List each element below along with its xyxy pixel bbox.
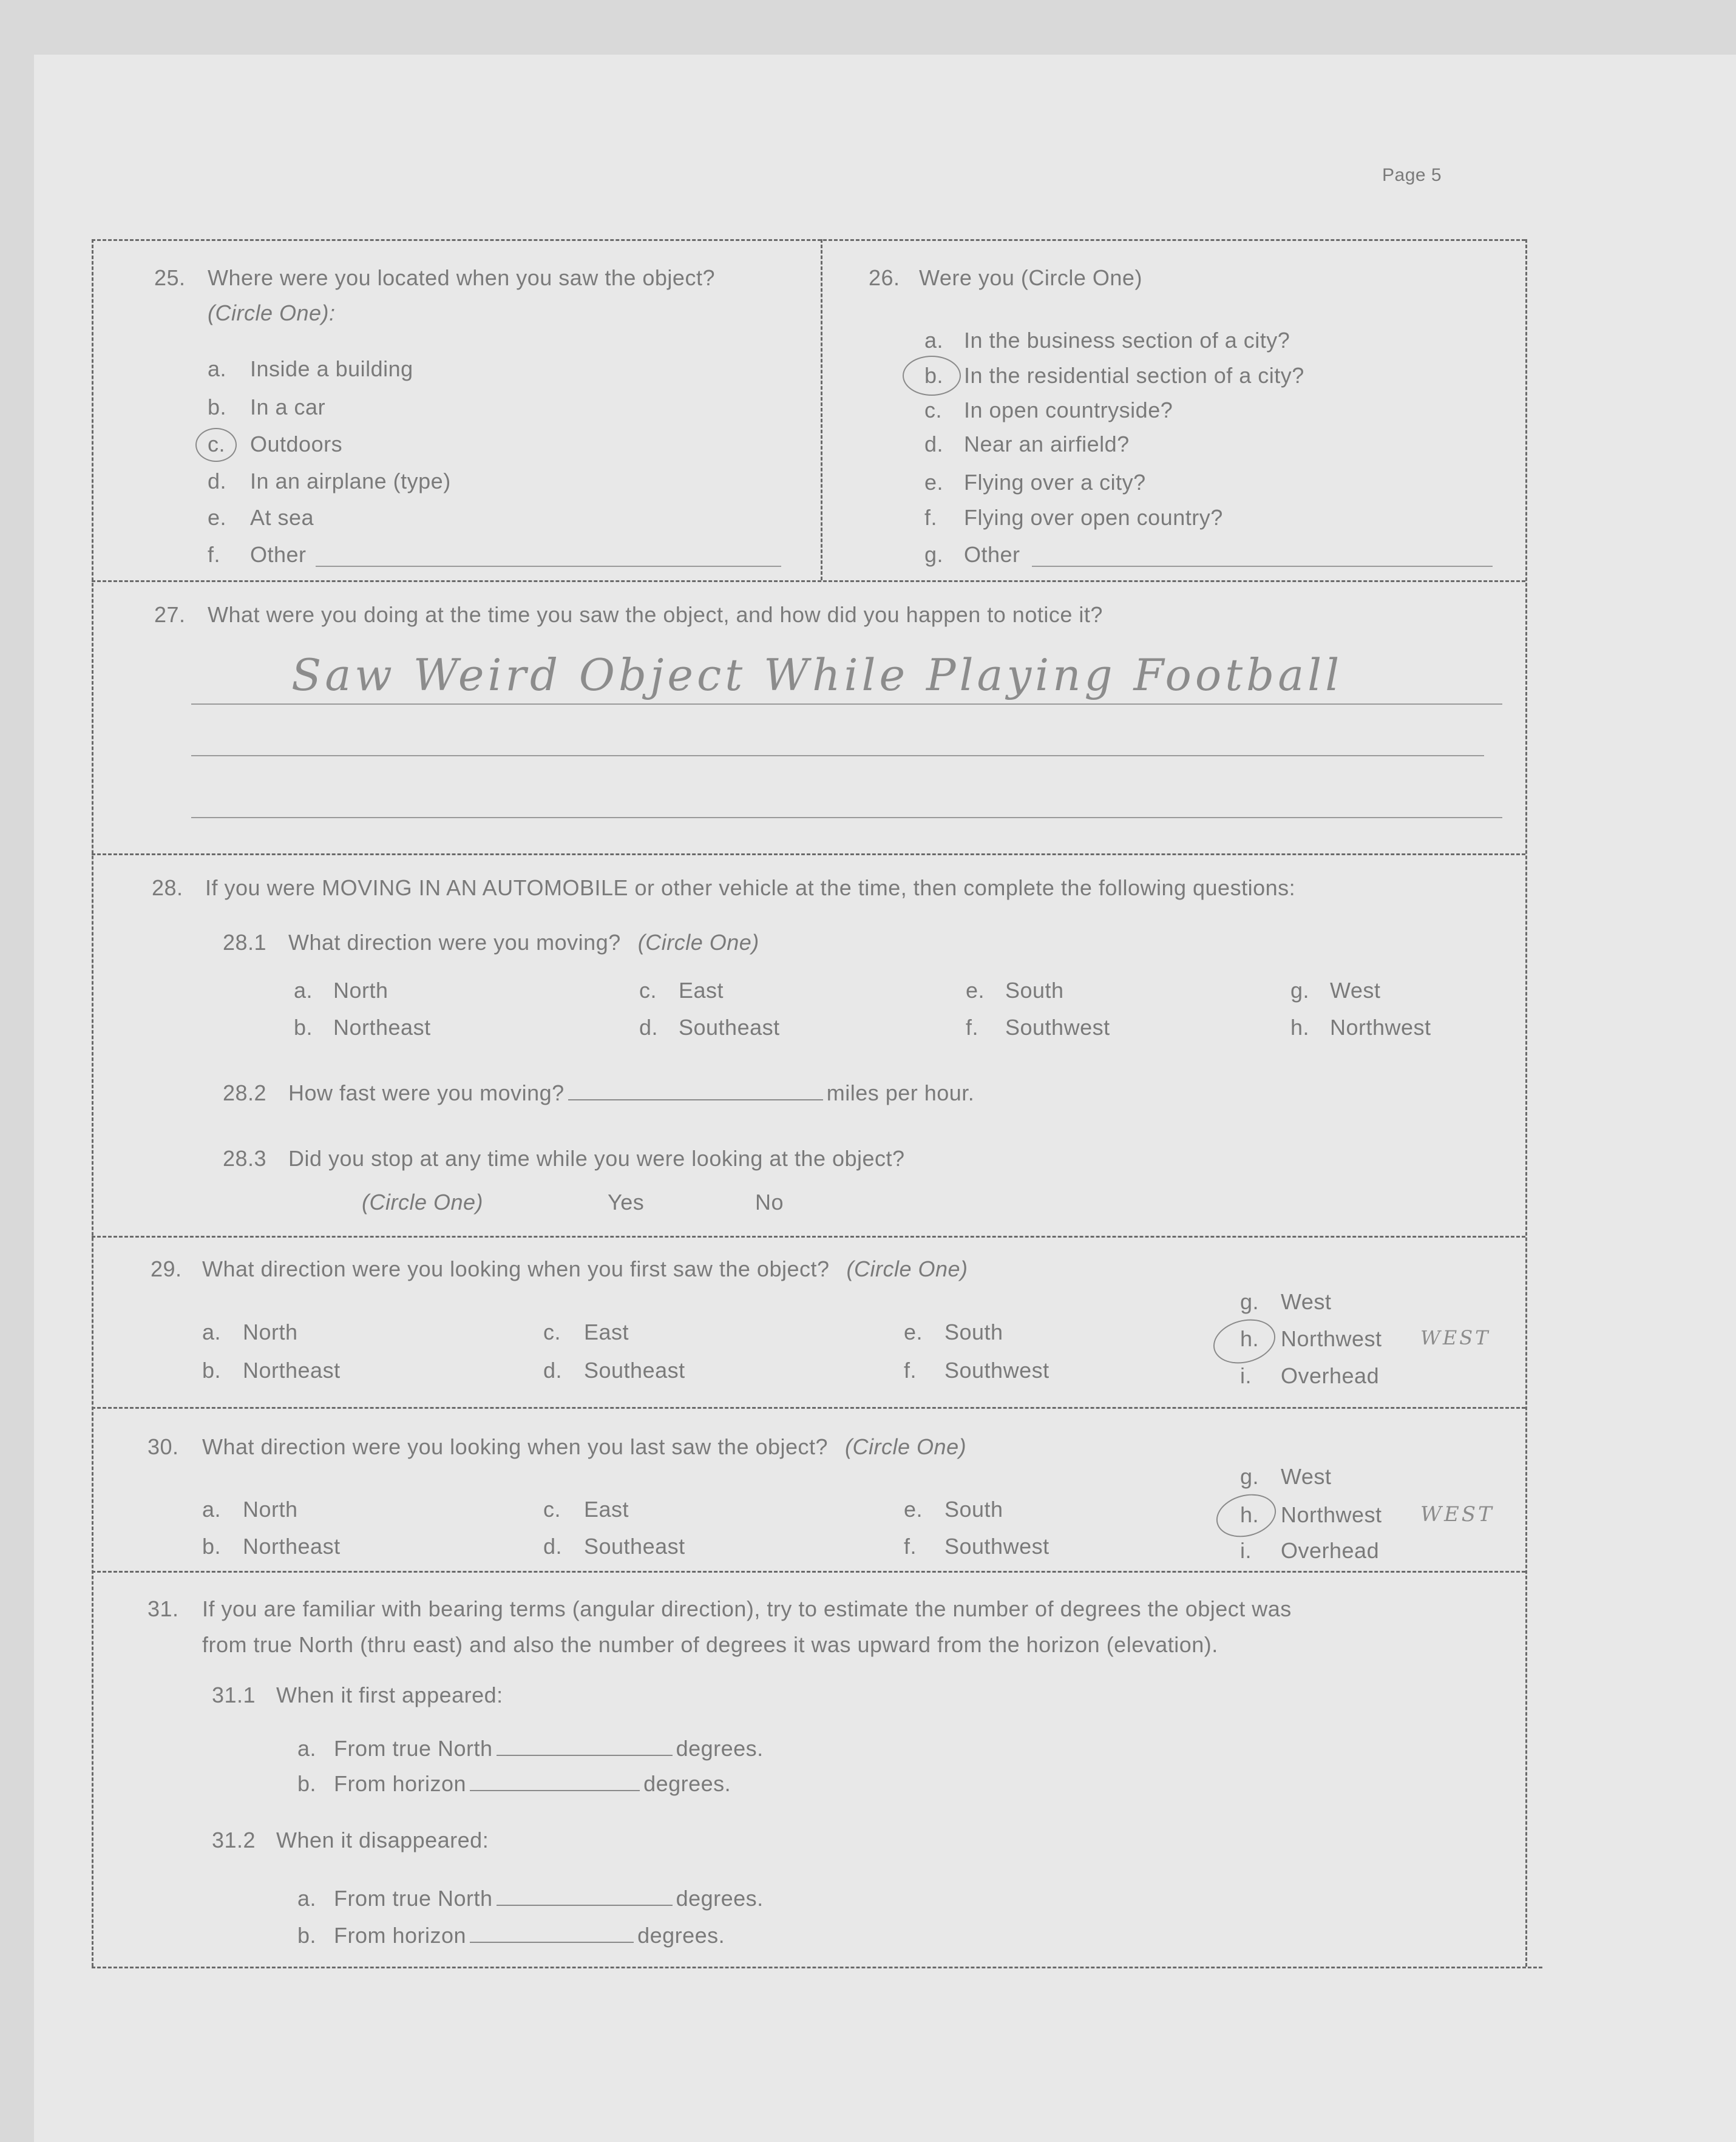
option-label[interactable]: Overhead bbox=[1281, 1538, 1380, 1563]
option-no[interactable]: No bbox=[755, 1190, 784, 1215]
option-label[interactable]: South bbox=[1005, 978, 1064, 1003]
option-letter: b. bbox=[202, 1358, 222, 1383]
option-label[interactable]: Northeast bbox=[243, 1534, 341, 1559]
option-label[interactable]: Northwest bbox=[1281, 1502, 1382, 1527]
option-letter: a. bbox=[297, 1886, 317, 1911]
option-letter: f. bbox=[924, 505, 938, 530]
question-number: 29. bbox=[151, 1256, 182, 1281]
option-letter: e. bbox=[924, 470, 944, 495]
option-label[interactable]: Near an airfield? bbox=[964, 432, 1130, 456]
unit-label: degrees. bbox=[637, 1923, 725, 1948]
question-text: Where were you located when you saw the object? bbox=[208, 265, 715, 290]
question-30-line bbox=[202, 1434, 966, 1460]
form-border-left bbox=[92, 239, 93, 1967]
option-letter: f. bbox=[904, 1534, 917, 1559]
option-letter: g. bbox=[924, 542, 944, 567]
option-letter: d. bbox=[639, 1015, 659, 1040]
field-label: From horizon bbox=[334, 1771, 467, 1796]
option-letter: d. bbox=[543, 1534, 563, 1559]
option-letter: h. bbox=[1240, 1502, 1260, 1527]
question-text: If you are familiar with bearing terms (angular direction), try to estimate the number of degrees the object was bbox=[202, 1596, 1292, 1621]
subquestion-text: How fast were you moving? bbox=[288, 1080, 565, 1105]
option-label[interactable]: Southwest bbox=[944, 1358, 1049, 1383]
unit-label: degrees. bbox=[676, 1736, 764, 1761]
subquestion-number: 28.2 bbox=[223, 1080, 267, 1105]
option-letter: c. bbox=[543, 1320, 561, 1344]
option-letter: e. bbox=[904, 1320, 923, 1344]
handwritten-note: WEST bbox=[1420, 1326, 1491, 1349]
subquestion-number: 31.2 bbox=[212, 1828, 256, 1852]
divider bbox=[92, 1236, 1525, 1238]
option-letter: c. bbox=[639, 978, 657, 1003]
instruction: (Circle One) bbox=[845, 1434, 967, 1459]
speed-blank[interactable] bbox=[568, 1081, 823, 1100]
option-label[interactable]: North bbox=[333, 978, 388, 1003]
option-letter: a. bbox=[208, 356, 227, 381]
option-label[interactable]: In an airplane (type) bbox=[250, 469, 451, 493]
question-number: 28. bbox=[152, 875, 183, 900]
other-blank[interactable] bbox=[316, 566, 781, 567]
subquestion-number: 31.1 bbox=[212, 1683, 256, 1707]
subquestion-text: When it disappeared: bbox=[276, 1828, 489, 1852]
option-label[interactable]: North bbox=[243, 1497, 298, 1522]
question-text: What were you doing at the time you saw the object, and how did you happen to notice it? bbox=[208, 602, 1103, 627]
option-letter: d. bbox=[924, 432, 944, 456]
option-letter: c. bbox=[208, 432, 226, 456]
instruction: (Circle One): bbox=[208, 300, 336, 325]
option-label[interactable]: Southeast bbox=[584, 1358, 685, 1383]
answer-line[interactable] bbox=[191, 755, 1484, 756]
option-letter: c. bbox=[924, 398, 943, 422]
question-text-continued: from true North (thru east) and also the number of degrees it was upward from the horizon (elevation). bbox=[202, 1632, 1218, 1657]
question-number: 25. bbox=[154, 265, 186, 290]
option-label[interactable]: West bbox=[1330, 978, 1381, 1003]
subquestion-number: 28.1 bbox=[223, 930, 267, 955]
subquestion-text: When it first appeared: bbox=[276, 1683, 503, 1707]
column-divider bbox=[821, 239, 822, 580]
question-text: Were you (Circle One) bbox=[919, 265, 1142, 290]
field-label: From true North bbox=[334, 1886, 493, 1911]
option-letter: a. bbox=[202, 1320, 222, 1344]
option-letter: a. bbox=[297, 1736, 317, 1761]
option-label[interactable]: In a car bbox=[250, 395, 326, 419]
question-number: 31. bbox=[147, 1596, 179, 1621]
option-label[interactable]: In open countryside? bbox=[964, 398, 1173, 422]
option-letter: a. bbox=[202, 1497, 222, 1522]
field-row bbox=[334, 1923, 725, 1948]
degrees-blank[interactable] bbox=[497, 1737, 673, 1756]
divider bbox=[92, 1407, 1525, 1409]
degrees-blank[interactable] bbox=[497, 1886, 673, 1906]
option-label[interactable]: West bbox=[1281, 1289, 1332, 1314]
option-letter: f. bbox=[904, 1358, 917, 1383]
option-label[interactable]: North bbox=[243, 1320, 298, 1344]
option-label[interactable]: South bbox=[944, 1497, 1003, 1522]
option-letter: g. bbox=[1240, 1289, 1260, 1314]
question-number: 27. bbox=[154, 602, 186, 627]
option-letter: d. bbox=[543, 1358, 563, 1383]
other-blank[interactable] bbox=[1032, 566, 1493, 567]
option-label[interactable]: West bbox=[1281, 1464, 1332, 1489]
option-label[interactable]: East bbox=[679, 978, 724, 1003]
option-label[interactable]: Southwest bbox=[1005, 1015, 1110, 1040]
option-letter: d. bbox=[208, 469, 227, 493]
option-letter: b. bbox=[202, 1534, 222, 1559]
option-label[interactable]: Inside a building bbox=[250, 356, 413, 381]
question-29-line bbox=[202, 1256, 968, 1282]
selection-circle bbox=[195, 428, 237, 462]
option-label[interactable]: Flying over open country? bbox=[964, 505, 1223, 530]
option-letter: b. bbox=[297, 1923, 317, 1948]
option-letter: h. bbox=[1290, 1015, 1310, 1040]
option-label[interactable]: Northeast bbox=[333, 1015, 431, 1040]
form-border-bottom bbox=[92, 1967, 1542, 1968]
option-letter: e. bbox=[208, 505, 227, 530]
instruction: (Circle One) bbox=[362, 1190, 484, 1215]
option-letter: g. bbox=[1290, 978, 1310, 1003]
instruction: (Circle One) bbox=[846, 1256, 968, 1281]
degrees-blank[interactable] bbox=[470, 1772, 640, 1791]
unit-label: degrees. bbox=[676, 1886, 764, 1911]
option-label[interactable]: Other bbox=[964, 542, 1020, 567]
option-label[interactable]: Flying over a city? bbox=[964, 470, 1146, 495]
unit-label: degrees. bbox=[643, 1771, 731, 1796]
answer-line bbox=[191, 703, 1502, 705]
option-letter: h. bbox=[1240, 1326, 1260, 1351]
question-number: 26. bbox=[869, 265, 900, 290]
option-letter: f. bbox=[208, 542, 221, 567]
option-letter: i. bbox=[1240, 1538, 1252, 1563]
option-label[interactable]: East bbox=[584, 1497, 629, 1522]
option-letter: f. bbox=[966, 1015, 979, 1040]
option-letter: b. bbox=[297, 1771, 317, 1796]
option-letter: a. bbox=[294, 978, 313, 1003]
option-letter: i. bbox=[1240, 1363, 1252, 1388]
field-row bbox=[334, 1771, 731, 1797]
subquestion-number: 28.3 bbox=[223, 1146, 267, 1171]
subquestion-text: Did you stop at any time while you were looking at the object? bbox=[288, 1146, 905, 1171]
option-letter: a. bbox=[924, 328, 944, 353]
answer-line[interactable] bbox=[191, 817, 1502, 818]
option-letter: e. bbox=[904, 1497, 923, 1522]
divider bbox=[92, 1571, 1525, 1573]
page-number: Page 5 bbox=[1382, 165, 1442, 185]
divider bbox=[92, 853, 1525, 855]
option-label[interactable]: Southeast bbox=[679, 1015, 780, 1040]
form-border-top bbox=[92, 239, 1525, 241]
option-yes[interactable]: Yes bbox=[608, 1190, 645, 1215]
question-text: What direction were you looking when you last saw the object? bbox=[202, 1434, 829, 1459]
option-letter: e. bbox=[966, 978, 985, 1003]
option-label[interactable]: In the business section of a city? bbox=[964, 328, 1290, 353]
instruction: (Circle One) bbox=[637, 930, 759, 955]
option-label[interactable]: Northwest bbox=[1281, 1326, 1382, 1351]
option-label[interactable]: Other bbox=[250, 542, 307, 567]
option-label[interactable]: At sea bbox=[250, 505, 314, 530]
degrees-blank[interactable] bbox=[470, 1923, 634, 1943]
option-label[interactable]: In the residential section of a city? bbox=[964, 363, 1304, 388]
field-label: From true North bbox=[334, 1736, 493, 1761]
field-row bbox=[334, 1736, 764, 1761]
option-label[interactable]: Northwest bbox=[1330, 1015, 1431, 1040]
option-label[interactable]: Northeast bbox=[243, 1358, 341, 1383]
option-label[interactable]: East bbox=[584, 1320, 629, 1344]
field-label: From horizon bbox=[334, 1923, 467, 1948]
selection-circle bbox=[903, 356, 961, 396]
subquestion-28-1-line bbox=[288, 930, 759, 955]
option-label[interactable]: Overhead bbox=[1281, 1363, 1380, 1388]
field-row bbox=[334, 1886, 764, 1911]
question-text: If you were MOVING IN AN AUTOMOBILE or other vehicle at the time, then complete the following questions: bbox=[205, 875, 1296, 900]
option-letter: b. bbox=[294, 1015, 313, 1040]
question-text: What direction were you looking when you first saw the object? bbox=[202, 1256, 830, 1281]
handwritten-answer[interactable]: Saw Weird Object While Playing Football bbox=[291, 649, 1343, 700]
subquestion-text: What direction were you moving? bbox=[288, 930, 621, 955]
subquestion-28-2-line bbox=[288, 1080, 974, 1106]
option-label[interactable]: South bbox=[944, 1320, 1003, 1344]
option-letter: b. bbox=[208, 395, 227, 419]
unit-label: miles per hour. bbox=[826, 1080, 975, 1105]
option-letter: c. bbox=[543, 1497, 561, 1522]
question-number: 30. bbox=[147, 1434, 179, 1459]
option-label[interactable]: Southeast bbox=[584, 1534, 685, 1559]
option-letter: g. bbox=[1240, 1464, 1260, 1489]
form-border-right bbox=[1525, 239, 1527, 1967]
option-label[interactable]: Outdoors bbox=[250, 432, 343, 456]
handwritten-note: WEST bbox=[1420, 1502, 1494, 1527]
option-letter: b. bbox=[924, 363, 944, 388]
option-label[interactable]: Southwest bbox=[944, 1534, 1049, 1559]
divider bbox=[92, 580, 1525, 582]
